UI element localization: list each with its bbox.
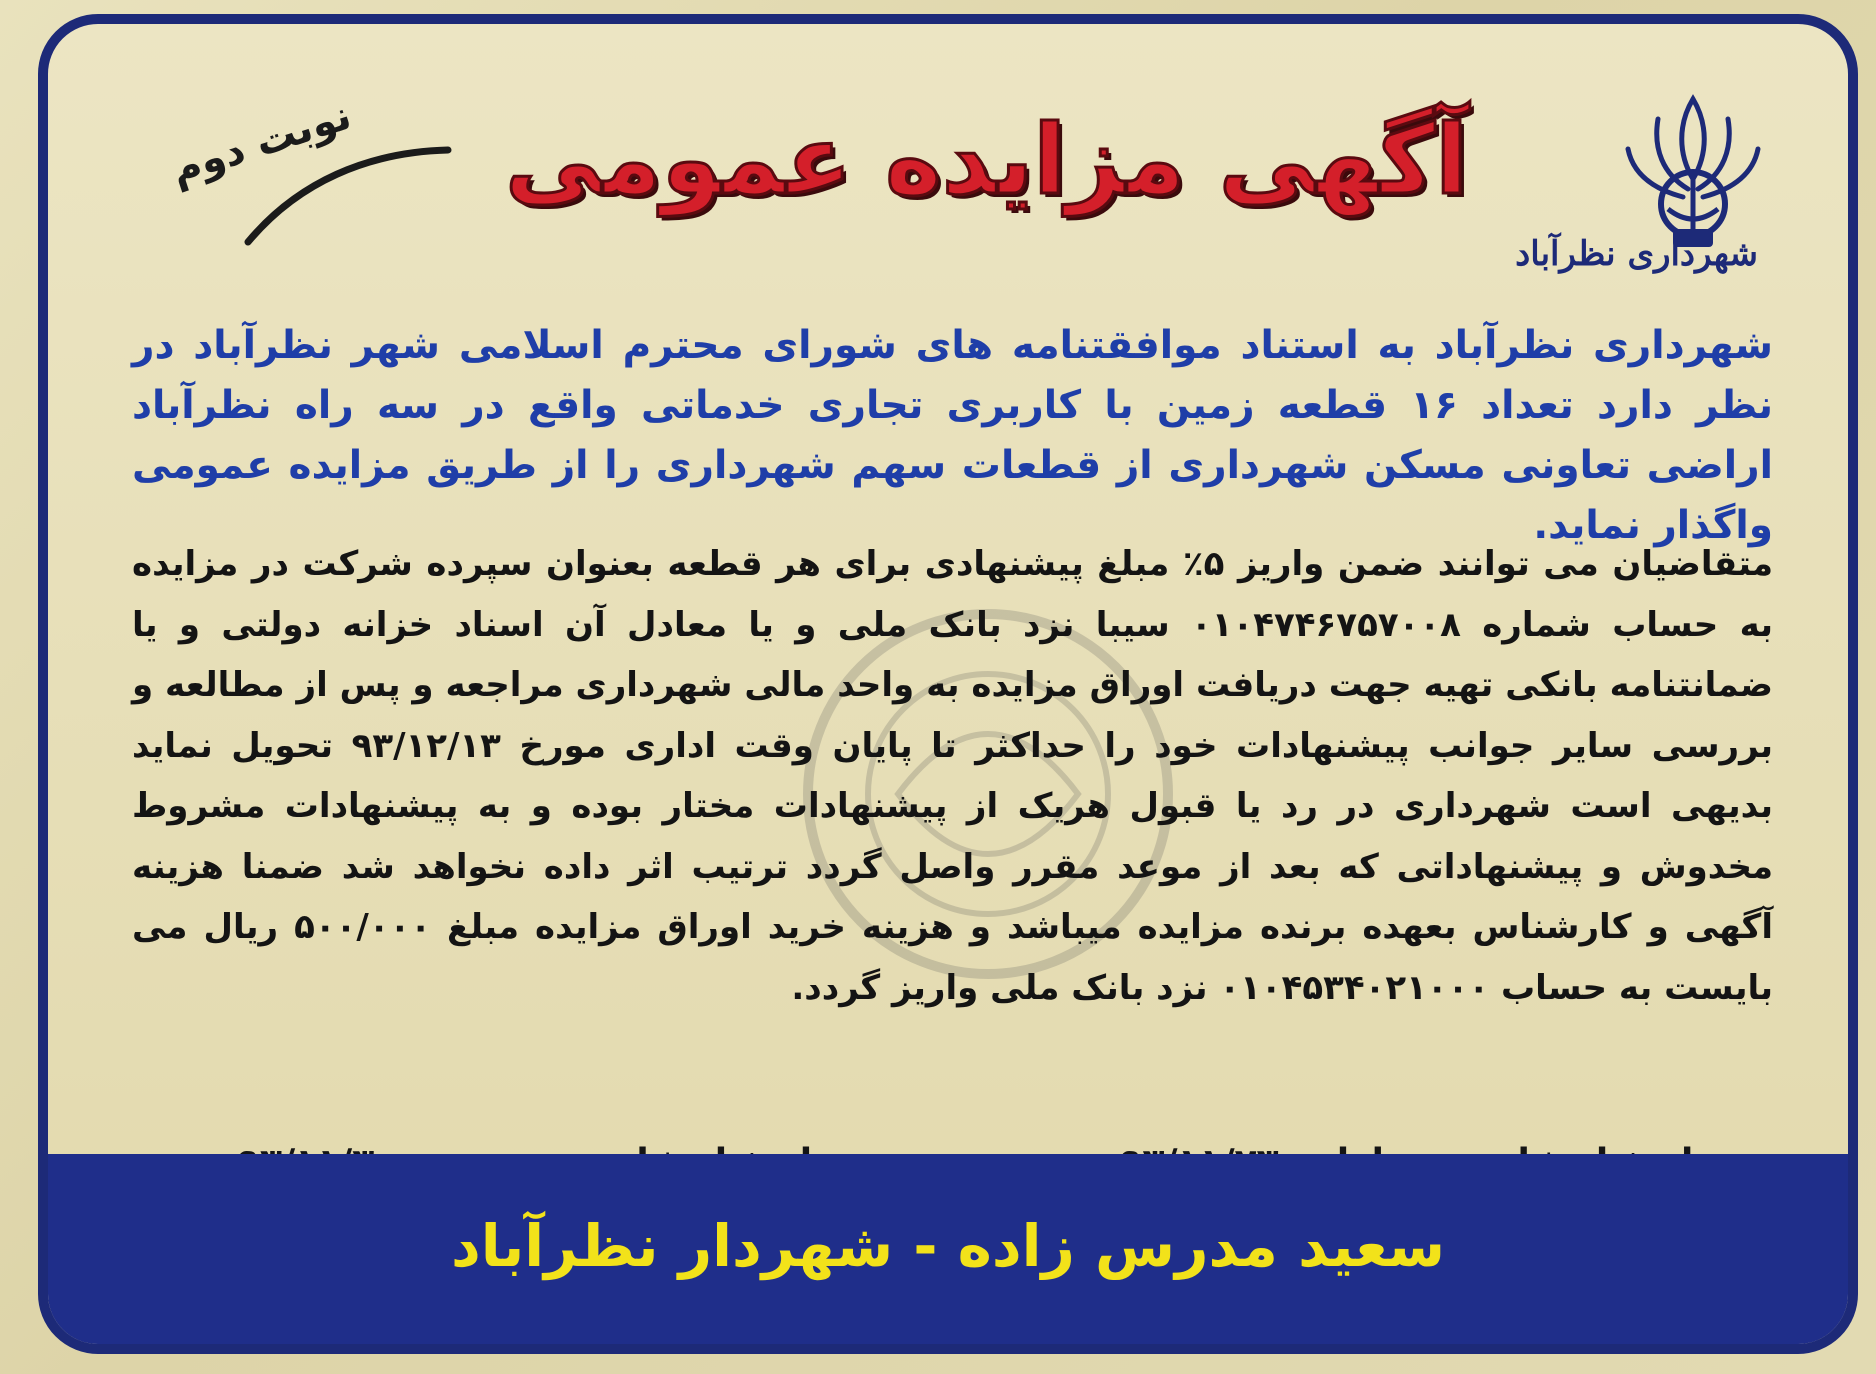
body-paragraph: متقاضیان می توانند ضمن واریز ۵٪ مبلغ پیشنهادی برای هر قطعه بعنوان سپرده شرکت در مزایده به حساب شماره ۰۱۰۴۷۴۶۷۵۷۰۰۸ سیبا نزد بانک ملی و یا معادل آن اسناد خزانه دولتی و یا ضمانتنامه بانکی تهیه جهت دریافت اوراق مزایده به واحد مالی شهرداری مراجعه و پس از مطالعه و بررسی سایر جوانب پیشنهادات خود را حداکثر تا پایان وقت اداری مورخ ۹۳/۱۲/۱۳ تحویل نماید بدیهی است شهرداری در رد یا قبول هریک از پیشنهادات مختار بوده و به پیشنهادات مشروط مخدوش و پیشنهاداتی که بعد از موعد مقرر واصل گردد ترتیب اثر داده نخواهد شد ضمنا هزینه آگهی و کارشناس بعهده برنده مزایده میباشد و هزینه خرید اوراق مزایده مبلغ ۵۰۰/۰۰۰ ریال می بایست به حساب ۰۱۰۴۵۳۴۰۲۱۰۰۰ نزد بانک ملی واریز گردد.	[132, 544, 1774, 1008]
logo-caption: شهرداری نظرآباد	[1515, 234, 1758, 274]
notice-title: آگهی مزایده عمومی	[505, 104, 1468, 216]
signature-band	[48, 1154, 1848, 1344]
mayor-signature: سعید مدرس زاده - شهردار نظرآباد	[450, 1212, 1446, 1280]
intro-paragraph: شهرداری نظرآباد به استناد موافقتنامه های شورای محترم اسلامی شهر نظرآباد در نظر دارد تعداد ۱۶ قطعه زمین با کاربری تجاری خدماتی واقع در سه راه نظرآباد اراضی تعاونی مسکن شهرداری از قطعات سهم شهرداری را از طریق مزایده عمومی واگذار نماید.	[132, 323, 1773, 548]
issue-label: نوبت دوم	[165, 92, 357, 194]
notice-frame	[38, 14, 1858, 1354]
swoosh-underline	[238, 142, 458, 252]
